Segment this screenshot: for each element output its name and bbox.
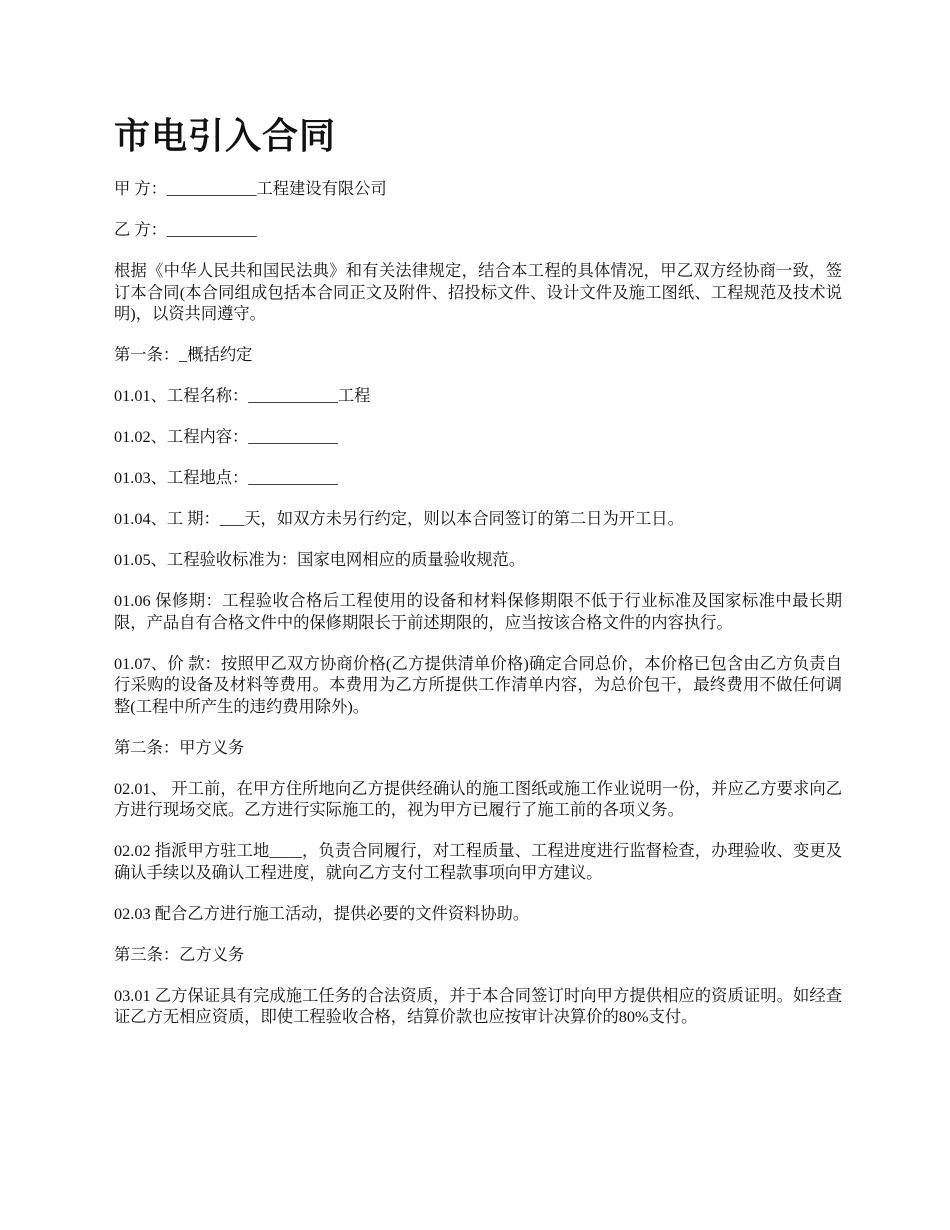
clause-02-03: 02.03 配合乙方进行施工活动，提供必要的文件资料协助。 (114, 903, 530, 923)
document-page (114, 112, 842, 1047)
clause-03-01: 03.01 乙方保证具有完成施工任务的合法资质，并于本合同签订时向甲方提供相应的资质证明。如经查证乙方无相应资质，即使工程验收合格，结算价款也应按审计决算价的80%支付。 (114, 985, 842, 1026)
clause-01-04: 01.04、工 期：___天，如双方未另行约定，则以本合同签订的第二日为开工日。 (114, 509, 684, 528)
clause-02-01: 02.01、 开工前，在甲方住所地向乙方提供经确认的施工图纸或施工作业说明一份，并应乙方要求向乙方进行现场交底。乙方进行实际施工的，视为甲方已履行了施工前的各项义务。 (114, 778, 842, 819)
party-b-line: 乙 方：___________ (114, 220, 257, 239)
article-1-heading: 第一条：_概括约定 (114, 345, 253, 364)
preamble-paragraph: 根据《中华人民共和国民法典》和有关法律规定，结合本工程的具体情况，甲乙双方经协商一致，签订本合同(本合同组成包括本合同正文及附件、招投标文件、设计文件及施工图纸、工程规范及技术说明)，以资共同遵守。 (114, 261, 842, 323)
party-a-line: 甲 方：___________工程建设有限公司 (114, 179, 387, 198)
clause-01-03: 01.03、工程地点：___________ (114, 468, 338, 487)
clause-02-02: 02.02 指派甲方驻工地____，负责合同履行，对工程质量、工程进度进行监督检查，办理验收、变更及确认手续以及确认工程进度，就向乙方支付工程款事项向甲方建议。 (114, 841, 842, 882)
clause-01-06: 01.06 保修期：工程验收合格后工程使用的设备和材料保修期限不低于行业标准及国家标准中最长期限，产品自有合格文件中的保修期限长于前述期限的，应当按该合格文件的内容执行。 (114, 591, 842, 632)
clause-01-01: 01.01、工程名称：___________工程 (114, 386, 371, 405)
article-3-heading: 第三条：乙方义务 (114, 944, 245, 964)
article-2-heading: 第二条：甲方义务 (114, 737, 245, 757)
clause-01-02: 01.02、工程内容：___________ (114, 427, 338, 446)
document-title: 市电引入合同 (114, 116, 337, 156)
clause-01-07: 01.07、价 款：按照甲乙双方协商价格(乙方提供清单价格)确定合同总价，本价格已包含由乙方负责自行采购的设备及材料等费用。本费用为乙方所提供工作清单内容，为总价包干，最终费用不做任何调整(工程中所产生的违约费用除外)。 (114, 653, 842, 716)
clause-01-05: 01.05、工程验收标准为：国家电网相应的质量验收规范。 (114, 550, 526, 569)
